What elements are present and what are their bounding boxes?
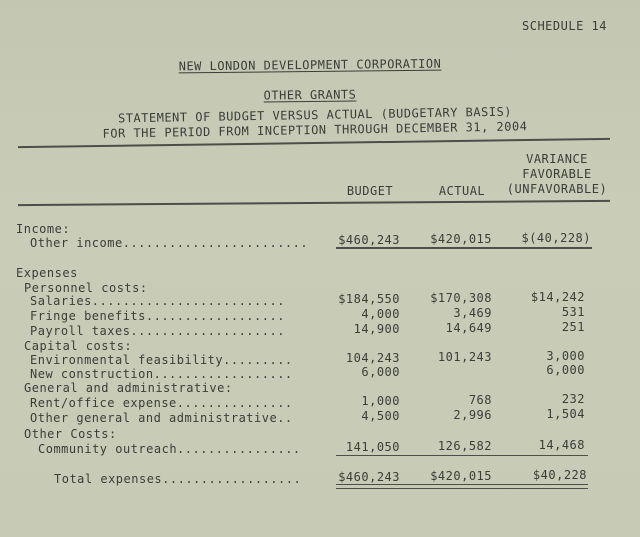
other-gna-variance: 1,504 — [546, 407, 585, 421]
other-gna-actual: 2,996 — [453, 408, 492, 422]
fringe-label: Fringe benefits.................. — [30, 309, 285, 323]
payroll-budget: 14,900 — [353, 322, 400, 336]
total-label: Total expenses.................. — [54, 472, 302, 486]
community-budget: 141,050 — [345, 440, 400, 454]
env-actual: 101,243 — [437, 350, 492, 364]
payroll-variance: 251 — [561, 320, 585, 334]
other-income-label: Other income........................ — [30, 236, 309, 250]
community-label: Community outreach................ — [38, 442, 301, 456]
statement-title: STATEMENT OF BUDGET VERSUS ACTUAL (BUDGETARY BASIS) — [117, 104, 513, 126]
community-variance: 14,468 — [538, 438, 585, 452]
env-label: Environmental feasibility......... — [30, 353, 293, 367]
gna-header: General and administrative: — [24, 381, 233, 395]
total-double-rule — [336, 484, 588, 489]
variance-header-3: (UNFAVORABLE) — [506, 182, 608, 196]
salaries-budget: $184,550 — [338, 292, 400, 306]
personnel-header: Personnel costs: — [24, 281, 148, 295]
env-variance: 3,000 — [546, 349, 585, 363]
total-budget: $460,243 — [338, 470, 400, 484]
fringe-variance: 531 — [561, 305, 585, 319]
schedule-label: SCHEDULE 14 — [522, 19, 607, 33]
income-total-rule — [336, 247, 592, 249]
variance-header-1: VARIANCE — [526, 152, 588, 166]
newcon-budget: 6,000 — [361, 365, 400, 379]
expenses-header: Expenses — [16, 266, 78, 280]
community-actual: 126,582 — [437, 439, 492, 453]
payroll-label: Payroll taxes.................... — [30, 324, 285, 338]
period: FOR THE PERIOD FROM INCEPTION THROUGH DECEMBER 31, 2004 — [102, 119, 528, 141]
fringe-budget: 4,000 — [361, 307, 400, 321]
rent-variance: 232 — [561, 392, 585, 406]
subtotal-rule — [336, 455, 588, 456]
total-variance: $40,228 — [532, 468, 587, 482]
other-income-actual: $420,015 — [430, 232, 492, 246]
other-gna-budget: 4,500 — [361, 409, 400, 423]
org-name: NEW LONDON DEVELOPMENT CORPORATION — [178, 56, 442, 74]
total-actual: $420,015 — [430, 469, 492, 483]
newcon-variance: 6,000 — [546, 363, 585, 377]
salaries-label: Salaries......................... — [30, 294, 285, 308]
newcon-label: New construction.................. — [30, 367, 293, 381]
income-header: Income: — [16, 222, 71, 236]
env-budget: 104,243 — [345, 351, 400, 365]
column-header-rule — [18, 200, 610, 206]
capital-header: Capital costs: — [24, 339, 133, 353]
subtitle: OTHER GRANTS — [263, 87, 357, 103]
other-income-budget: $460,243 — [338, 233, 400, 247]
salaries-actual: $170,308 — [430, 291, 492, 305]
rent-label: Rent/office expense............... — [30, 396, 293, 410]
fringe-actual: 3,469 — [453, 306, 492, 320]
rent-budget: 1,000 — [361, 394, 400, 408]
variance-header-2: FAVORABLE — [522, 167, 592, 181]
rent-actual: 768 — [468, 393, 492, 407]
other-gna-label: Other general and administrative.. — [30, 411, 293, 425]
actual-header: ACTUAL — [438, 184, 486, 198]
other-income-variance: $(40,228) — [521, 231, 591, 245]
payroll-actual: 14,649 — [445, 321, 492, 335]
other-costs-header: Other Costs: — [24, 427, 117, 441]
salaries-variance: $14,242 — [530, 290, 585, 304]
budget-header: BUDGET — [346, 184, 394, 198]
